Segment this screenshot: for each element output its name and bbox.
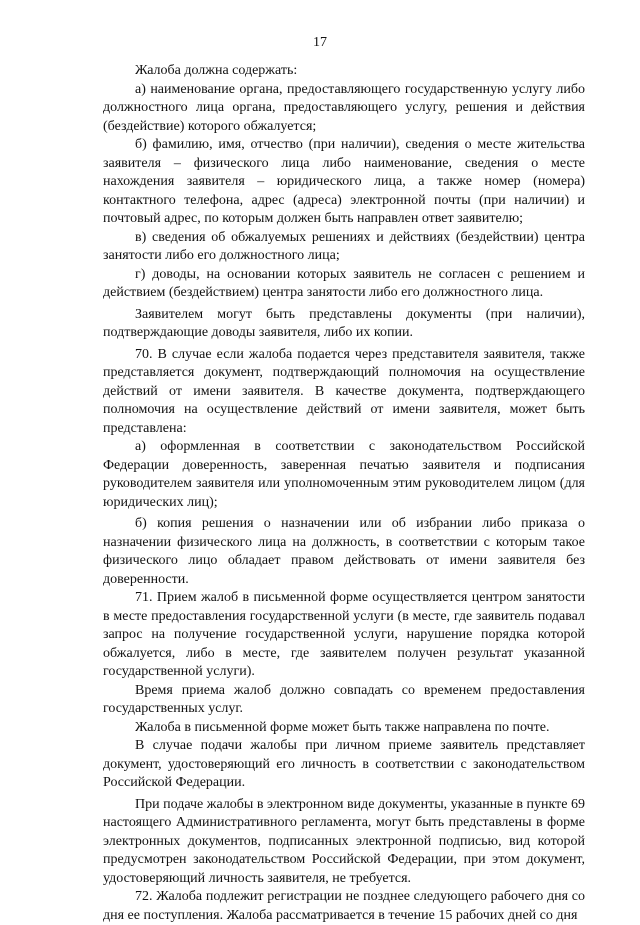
paragraph-electronic-submission: При подаче жалобы в электронном виде документы, указанные в пункте 69 настоящего Административного регламента, могут быть представлены в форме электронных документов, подписанных электронной подписью, вид которой предусмотрен законодательством Российской Федерации, при этом документ, удостоверяющий личность заявителя, не требуется. [103,796,585,886]
document-body [103,62,585,925]
paragraph-70-item-a: а) оформленная в соответствии с законодательством Российской Федерации доверенность, заверенная печатью заявителя и подписания руководителем заявителя или уполномоченным этим руководителем лицом (для юридических лиц); [103,439,585,510]
paragraph-reception-time: Время приема жалоб должно совпадать со временем предоставления государственных услуг. [103,682,585,716]
paragraph-item-g: г) доводы, на основании которых заявитель не согласен с решением и действием (бездействием) центра занятости либо его должностного лица. [103,266,585,300]
paragraph-70-item-b: б) копия решения о назначении или об избрании либо приказа о назначении физического лица на должность, в соответствии с которым такое физического лицо обладает правом действовать от имени заявителя без доверенности. [103,516,585,587]
paragraph-by-mail: Жалоба в письменной форме может быть также направлена по почте. [135,719,550,735]
paragraph-item-a: а) наименование органа, предоставляющего государственную услугу либо должностного лица органа, предоставляющего услугу, решения и действия (бездействие) которого обжалуется; [103,81,585,134]
paragraph-item-b: б) фамилию, имя, отчество (при наличии), сведения о месте жительства заявителя – физического лица либо наименование, сведения о месте нахождения заявителя – юридического лица, а также номер (номера) контактного телефона, адрес (адреса) электронной почты (при наличии) и почтовый адрес, по которым должен быть направлен ответ заявителю; [103,137,585,226]
paragraph-personal-reception: В случае подачи жалобы при личном приеме заявитель представляет документ, удостоверяющий его личность в соответствии с законодательством Российской Федерации. [103,738,585,790]
page-number: 17 [313,35,327,50]
paragraph-71: 71. Прием жалоб в письменной форме осуществляется центром занятости в месте предоставления государственной услуги (в месте, где заявитель подавал запрос на получение государственной услуги, нарушение порядка которой обжалуется, либо в месте, где заявителем получен результат указанной государственной услуги). [103,590,585,679]
paragraph-supporting-documents: Заявителем могут быть представлены документы (при наличии), подтверждающие доводы заявителя, либо их копии. [103,306,585,340]
paragraph-item-v: в) сведения об обжалуемых решениях и действиях (бездействии) центра занятости либо его должностного лица; [103,229,585,263]
paragraph-72: 72. Жалоба подлежит регистрации не позднее следующего рабочего дня со дня ее поступления. Жалоба рассматривается в течение 15 рабочих дней со дня [103,889,585,923]
paragraph-complaint-contents-intro: Жалоба должна содержать: [135,63,298,78]
paragraph-70: 70. В случае если жалоба подается через представителя заявителя, также представляется документ, подтверждающий полномочия на осуществление действий от имени заявителя. В качестве документа, подтверждающего полномочия на осуществление действий от имени заявителя, может быть представлена: [103,346,585,436]
